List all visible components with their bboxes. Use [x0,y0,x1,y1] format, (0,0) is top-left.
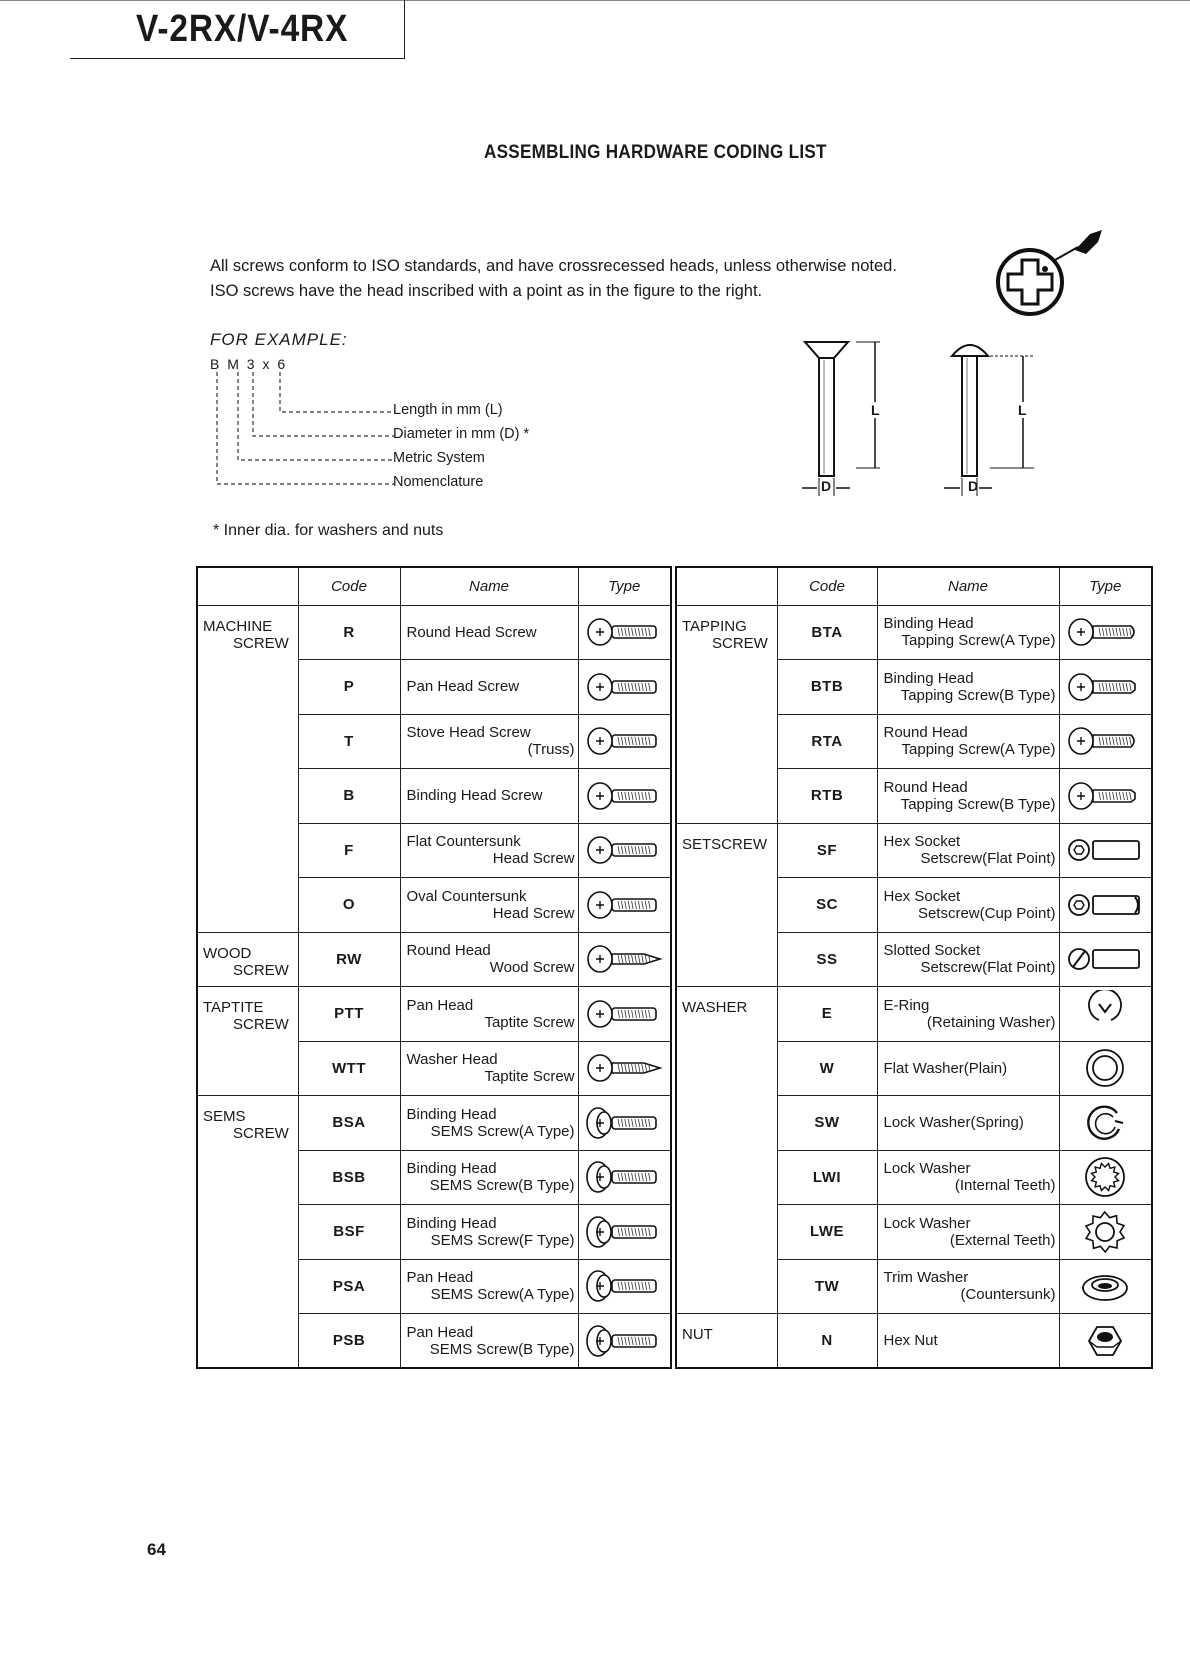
round-tapping-screw-b-icon [1060,778,1152,814]
name-line: Setscrew(Flat Point) [920,850,1056,868]
type-cell [578,878,671,933]
name-cell [400,878,578,933]
name-line: Lock Washer(Spring) [883,1114,1024,1132]
right-header-name: Name [877,567,1059,605]
name-cell [400,1314,578,1369]
type-cell [1059,1150,1152,1205]
name-cell [877,769,1059,824]
sems-screw-f-icon [579,1214,671,1250]
right-header-category [676,567,777,605]
code-cell: BSA [298,1096,400,1151]
pan-taptite-screw-icon [579,996,671,1032]
right-coding-table [675,566,1153,1369]
type-cell [1059,605,1152,660]
name-line: (Countersunk) [960,1286,1056,1304]
type-cell [578,823,671,878]
iso-screw-head-icon [990,222,1110,322]
slotted-setscrew-icon [1060,937,1152,981]
legend-metric: Metric System [393,450,485,466]
type-cell [578,769,671,824]
name-cell [400,932,578,987]
length-label-2: L [1018,402,1027,418]
name-line: Lock Washer [883,1160,971,1178]
binding-tapping-screw-a-icon [1060,614,1152,650]
footnote: * Inner dia. for washers and nuts [213,522,444,539]
name-cell [877,987,1059,1042]
internal-tooth-washer-icon [1060,1153,1152,1201]
type-cell [1059,878,1152,933]
type-cell [578,605,671,660]
hex-setscrew-cup-icon [1060,883,1152,927]
code-cell: PTT [298,987,400,1042]
code-cell: WTT [298,1041,400,1096]
trim-washer-icon [1060,1262,1152,1310]
code-cell: SF [777,823,877,878]
wood-screw-icon [579,941,671,977]
e-ring-icon [1060,990,1152,1038]
round-head-screw-icon [579,614,671,650]
right-table-row [676,987,1152,1042]
name-line: Pan Head [406,1323,474,1341]
type-cell [1059,1314,1152,1369]
name-line: Round Head Screw [406,623,537,641]
code-cell: W [777,1041,877,1096]
right-category-cell [676,1314,777,1369]
name-line: Binding Head Screw [406,787,543,805]
code-cell: SW [777,1096,877,1151]
name-cell [400,660,578,715]
name-line: (Internal Teeth) [954,1177,1056,1195]
category-label: SEMS [203,1108,246,1125]
name-line: Tapping Screw(A Type) [901,632,1056,650]
spring-lock-washer-icon [1060,1099,1152,1147]
name-line: Round Head [883,724,968,742]
code-cell: R [298,605,400,660]
washer-taptite-screw-icon [579,1050,671,1086]
pan-sems-screw-a-icon [579,1268,671,1304]
type-cell [1059,660,1152,715]
name-cell [400,1259,578,1314]
flat-washer-icon [1060,1044,1152,1092]
name-line: Binding Head [406,1160,497,1178]
code-cell: E [777,987,877,1042]
name-line: Flat Countersunk [406,833,521,851]
right-table-row [676,605,1152,660]
name-cell [877,823,1059,878]
flat-countersunk-screw-icon [579,832,671,868]
model-title: V-2RX/V-4RX [136,8,349,50]
name-cell [877,932,1059,987]
name-line: Binding Head [406,1105,497,1123]
name-cell [877,1314,1059,1369]
binding-head-screw-icon [579,778,671,814]
code-cell: BTB [777,660,877,715]
right-category-cell [676,987,777,1314]
type-cell [1059,1096,1152,1151]
code-cell: RTB [777,769,877,824]
name-line: Wood Screw [489,959,575,977]
countersunk-screw-dimension-icon [800,338,900,498]
name-cell [877,1041,1059,1096]
code-cell: T [298,714,400,769]
category-label: SCREW [712,634,768,652]
name-line: Washer Head [406,1051,498,1069]
name-cell [400,1205,578,1260]
name-cell [877,714,1059,769]
name-line: Binding Head [883,669,974,687]
code-cell: BSB [298,1150,400,1205]
type-cell [1059,932,1152,987]
name-line: SEMS Screw(A Type) [430,1122,575,1140]
type-cell [1059,1205,1152,1260]
legend-diameter: Diameter in mm (D) * [393,426,530,442]
category-label: WOOD [203,944,252,962]
category-label: TAPPING [682,617,747,635]
name-line: Setscrew(Cup Point) [917,904,1056,922]
name-line: Tapping Screw(B Type) [900,686,1056,704]
intro-line-1: All screws conform to ISO standards, and have crossrecessed heads, unless otherwise noted. [210,257,897,275]
name-line: SEMS Screw(A Type) [430,1286,575,1304]
name-line: Hex Socket [883,887,961,905]
name-line: Tapping Screw(B Type) [900,795,1056,813]
name-cell [877,660,1059,715]
left-table-row [197,987,671,1042]
code-cell: SC [777,878,877,933]
name-line: (Truss) [527,741,575,759]
name-cell [877,1150,1059,1205]
intro-line-2: ISO screws have the head inscribed with a point as in the figure to the right. [210,282,763,300]
name-cell [877,605,1059,660]
type-cell [578,714,671,769]
right-header-code: Code [777,567,877,605]
category-label: SCREW [233,1016,289,1033]
code-cell: BSF [298,1205,400,1260]
legend-length: Length in mm (L) [393,402,503,418]
code-cell: RW [298,932,400,987]
diameter-label-2: D [968,478,979,494]
type-cell [578,987,671,1042]
category-label: SCREW [233,634,289,652]
name-line: Pan Head Screw [406,678,520,696]
code-cell: F [298,823,400,878]
right-category-cell [676,823,777,987]
name-cell [400,605,578,660]
right-table-row [676,823,1152,878]
right-category-cell [676,605,777,823]
left-category-cell [197,987,298,1096]
left-header-code: Code [298,567,400,605]
left-coding-table [196,566,672,1369]
type-cell [578,1041,671,1096]
sems-screw-a-icon [579,1105,671,1141]
name-line: Taptite Screw [484,1068,575,1086]
name-cell [877,1259,1059,1314]
truss-head-screw-icon [579,723,671,759]
name-line: Head Screw [492,904,575,922]
code-cell: PSB [298,1314,400,1369]
code-cell: P [298,660,400,715]
hex-nut-icon [1060,1317,1152,1365]
type-cell [1059,1041,1152,1096]
left-header-category [197,567,298,605]
name-line: SEMS Screw(B Type) [429,1340,575,1358]
left-header-type: Type [578,567,671,605]
code-cell: N [777,1314,877,1369]
code-cell: BTA [777,605,877,660]
left-table-body [197,567,671,1368]
type-cell [578,1259,671,1314]
name-line: Oval Countersunk [406,887,527,905]
page-number: 64 [147,1540,166,1559]
name-line: SEMS Screw(B Type) [429,1177,575,1195]
name-line: Flat Washer(Plain) [883,1059,1008,1077]
type-cell [1059,769,1152,824]
right-table-body [676,567,1152,1368]
name-line: SEMS Screw(F Type) [430,1231,575,1249]
name-cell [877,1096,1059,1151]
code-cell: RTA [777,714,877,769]
type-cell [578,660,671,715]
external-tooth-washer-icon [1060,1208,1152,1256]
code-cell: LWE [777,1205,877,1260]
name-line: Stove Head Screw [406,724,531,742]
diameter-label-1: D [821,478,832,494]
name-line: Setscrew(Flat Point) [920,959,1056,977]
name-line: Hex Nut [883,1332,938,1349]
name-cell [400,769,578,824]
name-cell [400,1150,578,1205]
type-cell [578,1205,671,1260]
name-line: Round Head [883,778,968,796]
name-line: Binding Head [406,1214,497,1232]
right-table-row [676,1314,1152,1369]
name-line: Round Head [406,942,491,960]
name-line: Trim Washer [883,1269,969,1287]
name-line: Taptite Screw [484,1013,575,1031]
code-cell: B [298,769,400,824]
category-label: SCREW [233,961,289,979]
code-cell: LWI [777,1150,877,1205]
code-cell: PSA [298,1259,400,1314]
type-cell [1059,987,1152,1042]
name-cell [400,1096,578,1151]
name-cell [400,823,578,878]
name-line: Tapping Screw(A Type) [901,741,1056,759]
example-code: B M 3 x 6 [210,356,288,372]
name-line: Pan Head [406,996,474,1014]
name-cell [400,714,578,769]
round-tapping-screw-a-icon [1060,723,1152,759]
name-line: (External Teeth) [949,1231,1056,1249]
pan-sems-screw-b-icon [579,1323,671,1359]
type-cell [1059,714,1152,769]
name-cell [400,1041,578,1096]
right-header-type: Type [1059,567,1152,605]
left-table-row [197,932,671,987]
sems-screw-b-icon [579,1159,671,1195]
round-head-screw-dimension-icon [940,338,1040,498]
category-label: TAPTITE [203,999,264,1016]
category-label: SCREW [233,1125,289,1142]
left-category-cell [197,605,298,932]
length-label-1: L [871,402,880,418]
page-heading: ASSEMBLING HARDWARE CODING LIST [484,142,827,163]
category-label: MACHINE [203,617,273,635]
name-line: Head Screw [492,850,575,868]
name-line: E-Ring [883,996,930,1014]
type-cell [1059,823,1152,878]
left-header-name: Name [400,567,578,605]
name-line: Hex Socket [883,833,961,851]
left-header-row [197,567,671,605]
left-table-row [197,1096,671,1151]
code-cell: SS [777,932,877,987]
left-category-cell [197,932,298,987]
right-header-row [676,567,1152,605]
type-cell [578,1150,671,1205]
type-cell [1059,1259,1152,1314]
left-table-row [197,605,671,660]
name-line: Binding Head [883,615,974,633]
name-cell [877,878,1059,933]
example-leader-lines [210,372,410,492]
name-line: Pan Head [406,1269,474,1287]
code-cell: TW [777,1259,877,1314]
type-cell [578,1314,671,1369]
category-label: NUT [682,1326,713,1343]
category-label: WASHER [682,999,748,1016]
type-cell [578,932,671,987]
type-cell [578,1096,671,1151]
name-line: Slotted Socket [883,942,981,960]
intro-text [210,254,897,304]
example-label: FOR EXAMPLE: [210,330,348,349]
name-line: (Retaining Washer) [926,1013,1056,1031]
category-label: SETSCREW [682,835,768,853]
left-category-cell [197,1096,298,1369]
pan-head-screw-icon [579,669,671,705]
code-cell: O [298,878,400,933]
binding-tapping-screw-b-icon [1060,669,1152,705]
name-cell [877,1205,1059,1260]
hex-setscrew-flat-icon [1060,828,1152,872]
name-cell [400,987,578,1042]
legend-nomenclature: Nomenclature [393,474,484,490]
name-line: Lock Washer [883,1214,971,1232]
oval-countersunk-screw-icon [579,887,671,923]
